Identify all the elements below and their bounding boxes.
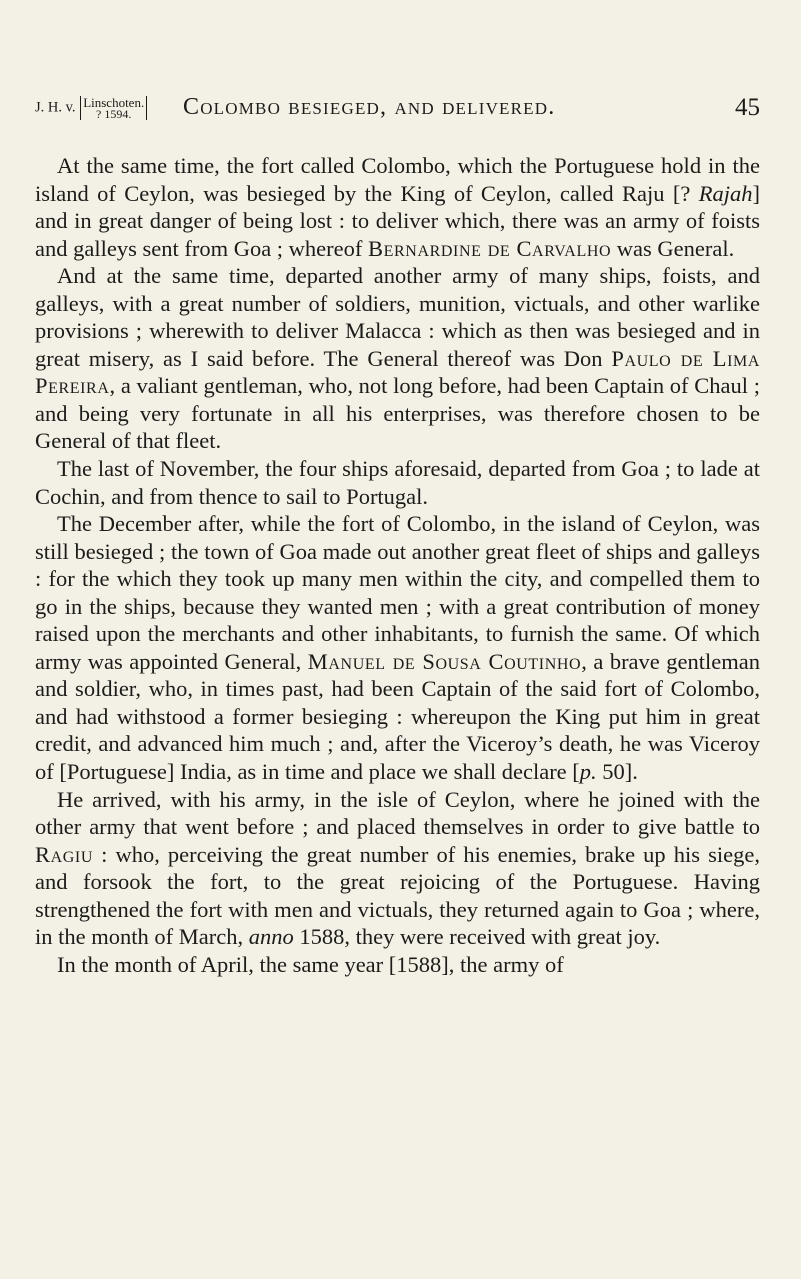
text-run: , a brave gentleman and soldier, who, in times past, had been Captain of the said fort of Colombo, and had withstood a former besieging : whereupon the King put him in great credit, and advanced him much ; and, after the Viceroy’s death, he was Viceroy of [Portuguese] India, as in time and place we shall declare [ — [35, 648, 760, 785]
text-run: : who, perceiving the great number of his enemies, brake up his siege, and forsook the fort, to the great rejoicing of the Portuguese. Having strengthened the fort with men and victuals, they returned again to Goa ; where, in the month of March, — [35, 841, 760, 950]
text-run: In the month of April, the same year [1588], the army of — [57, 951, 564, 977]
paragraph — [35, 152, 760, 262]
author-stack-bottom: ? 1594. — [96, 107, 132, 121]
text-run: The last of November, the four ships aforesaid, departed from Goa ; to lade at Cochin, and from thence to sail to Portugal. — [35, 456, 760, 509]
text-run: 50]. — [596, 759, 638, 785]
page-number: 45 — [735, 94, 760, 121]
italic-run: p. — [579, 759, 597, 785]
person-name: Paulo de Lima Pereira — [35, 345, 760, 399]
paragraph — [35, 510, 760, 785]
paragraph — [35, 262, 760, 455]
paragraph — [35, 455, 760, 510]
paragraph — [35, 786, 760, 951]
person-name: Ragiu — [35, 841, 93, 867]
text-run: The December after, while the fort of Colombo, in the island of Ceylon, was still besieged ; the town of Goa made out another great fleet of ships and galleys : for the which they took up many men within the city, and compelled them to go in the ships, because they wanted men ; with a great contribution of money raised upon the merchants and other inhabitants, to furnish the same. Of which army was appointed General, — [35, 511, 760, 674]
author-stack-top: Linschoten. — [83, 95, 145, 110]
running-title: Colombo besieged, and delivered. — [183, 94, 556, 120]
author-prefix: J. H. v. — [35, 99, 80, 116]
text-run: , a valiant gentleman, who, not long before, had been Captain of Chaul ; and being very fortunate in all his enterprises, was therefore chosen to be General of that fleet. — [35, 373, 760, 454]
paragraph — [35, 951, 760, 979]
author-bracket-stack — [80, 96, 147, 120]
text-run: At the same time, the fort called Colombo, which the Portuguese hold in the island of Ceylon, was besieged by the King of Ceylon, called Raju [? — [35, 153, 760, 206]
italic-run: Rajah — [698, 180, 753, 206]
text-run: 1588, they were received with great joy. — [293, 924, 661, 950]
text-run: He arrived, with his army, in the isle of Ceylon, where he joined with the other army that went before ; and placed themselves in order to give battle to — [35, 786, 760, 840]
author-marginal-note — [35, 96, 147, 120]
text-run: ] and in great danger of being lost : to deliver which, there was an army of foists and galleys sent from Goa ; whereof — [35, 180, 760, 261]
body-text — [35, 152, 760, 978]
person-name: Manuel de Sousa Coutinho — [307, 648, 582, 674]
text-run: And at the same time, departed another army of many ships, foists, and galleys, with a great number of soldiers, munition, victuals, and other warlike provisions ; wherewith to deliver Malacca : which as then was besieged and in great misery, as I said before. The General thereof was Don — [35, 263, 760, 371]
person-name: Bernardine de Carvalho — [368, 235, 612, 261]
text-run: was General. — [611, 235, 735, 261]
running-header — [35, 86, 760, 130]
italic-run: anno — [248, 924, 294, 950]
